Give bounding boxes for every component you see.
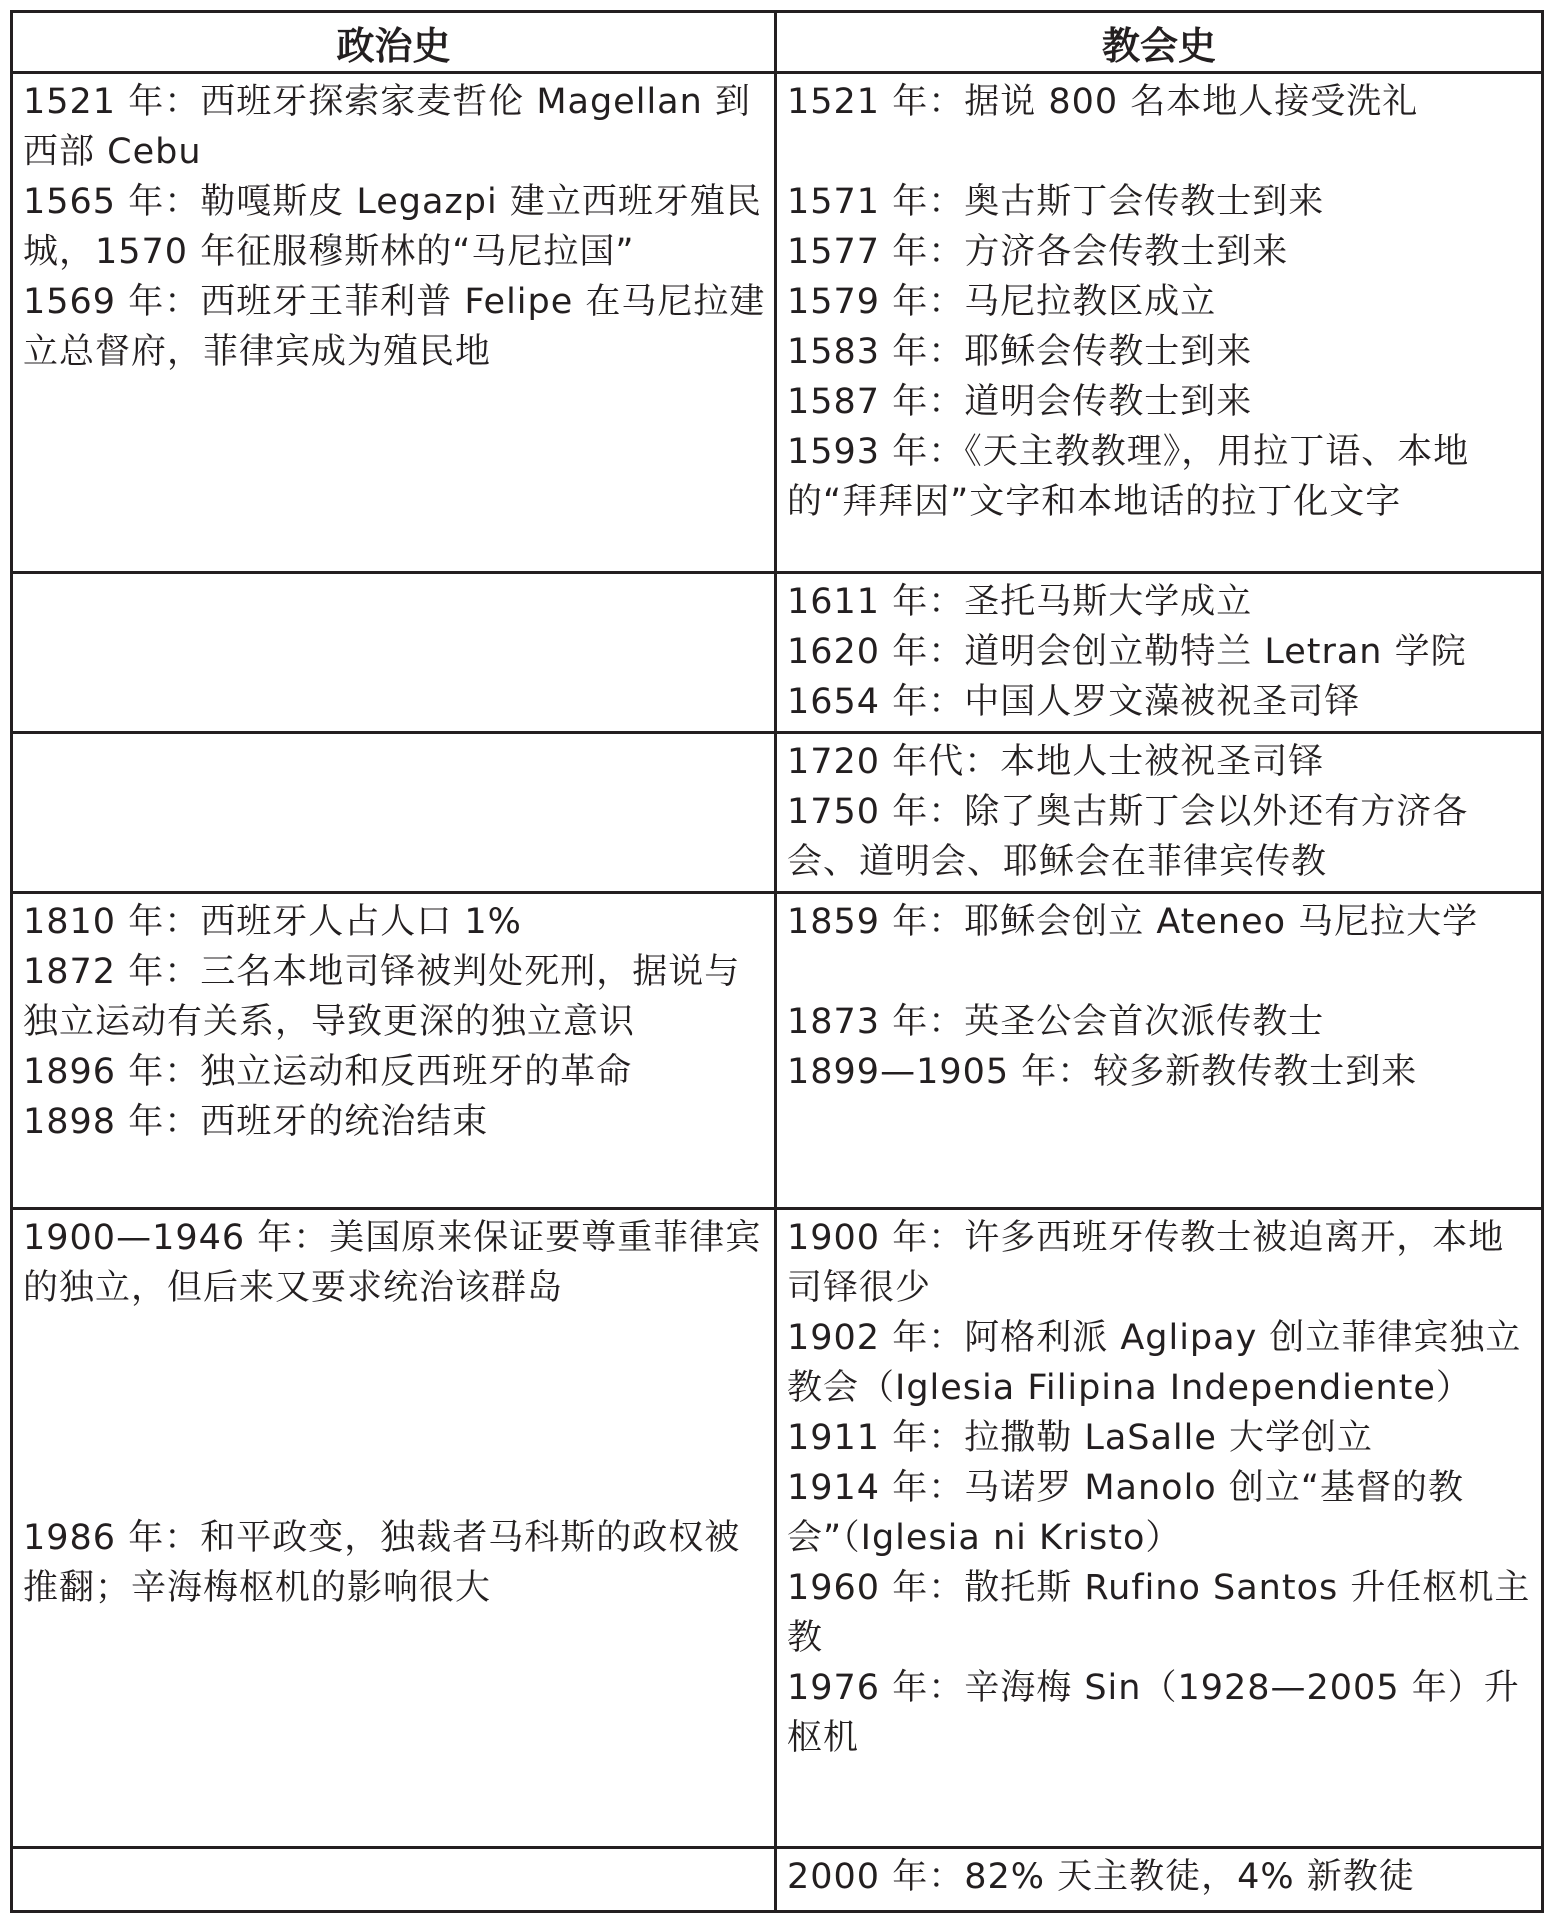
church-cell bbox=[776, 893, 1543, 1209]
history-timeline-table bbox=[10, 10, 1544, 1913]
church-entry: 1620 年：道明会创立勒特兰 Letran 学院 bbox=[787, 632, 1467, 672]
political-entry: 1986 年：和平政变，独裁者马科斯的政权被推翻；辛海梅枢机的影响很大 bbox=[23, 1518, 741, 1608]
church-cell bbox=[776, 1848, 1543, 1912]
table-row bbox=[12, 1848, 1543, 1912]
church-entry: 1859 年：耶稣会创立 Ateneo 马尼拉大学 bbox=[787, 902, 1479, 942]
political-history-header: 政治史 bbox=[12, 12, 776, 73]
church-history-header: 教会史 bbox=[776, 12, 1543, 73]
church-entry: 1583 年：耶稣会传教士到来 bbox=[787, 332, 1253, 372]
church-entry: 1521 年：据说 800 名本地人接受洗礼 bbox=[787, 82, 1419, 122]
church-cell bbox=[776, 1209, 1543, 1848]
church-entry: 1579 年：马尼拉教区成立 bbox=[787, 282, 1217, 322]
church-entry: 1900 年：许多西班牙传教士被迫离开，本地司铎很少 bbox=[787, 1218, 1505, 1308]
church-entry: 1577 年：方济各会传教士到来 bbox=[787, 232, 1289, 272]
church-entry: 1571 年：奥古斯丁会传教士到来 bbox=[787, 182, 1325, 222]
church-entry: 1587 年：道明会传教士到来 bbox=[787, 382, 1253, 422]
political-cell bbox=[12, 893, 776, 1209]
church-entry: 1611 年：圣托马斯大学成立 bbox=[787, 582, 1253, 622]
political-entry: 1898 年：西班牙的统治结束 bbox=[23, 1102, 489, 1142]
political-entry: 1872 年：三名本地司铎被判处死刑，据说与独立运动有关系，导致更深的独立意识 bbox=[23, 952, 741, 1042]
political-entry: 1900—1946 年：美国原来保证要尊重菲律宾的独立，但后来又要求统治该群岛 bbox=[23, 1218, 762, 1308]
church-entry: 1911 年：拉撒勒 LaSalle 大学创立 bbox=[787, 1418, 1374, 1458]
church-cell bbox=[776, 573, 1543, 733]
political-entry: 1896 年：独立运动和反西班牙的革命 bbox=[23, 1052, 633, 1092]
timeline-document bbox=[10, 10, 1541, 1913]
political-entry: 1569 年：西班牙王菲利普 Felipe 在马尼拉建立总督府，菲律宾成为殖民地 bbox=[23, 282, 766, 372]
church-entry: 1720 年代：本地人士被祝圣司铎 bbox=[787, 742, 1325, 782]
table-row bbox=[12, 1209, 1543, 1848]
table-row bbox=[12, 733, 1543, 893]
church-entry: 1873 年：英圣公会首次派传教士 bbox=[787, 1002, 1325, 1042]
church-entry: 1593 年：《天主教教理》，用拉丁语、本地的“拜拜因”文字和本地话的拉丁化文字 bbox=[787, 432, 1470, 522]
political-cell-empty bbox=[12, 1848, 776, 1912]
political-cell-empty bbox=[12, 733, 776, 893]
political-cell bbox=[12, 1209, 776, 1848]
political-entry: 1565 年：勒嘎斯皮 Legazpi 建立西班牙殖民城，1570 年征服穆斯林的“马尼拉国” bbox=[23, 182, 762, 272]
political-cell bbox=[12, 73, 776, 573]
table-row bbox=[12, 73, 1543, 573]
church-entry: 1976 年：辛海梅 Sin（1928—2005 年）升枢机 bbox=[787, 1668, 1520, 1758]
church-entry: 1750 年：除了奥古斯丁会以外还有方济各会、道明会、耶稣会在菲律宾传教 bbox=[787, 792, 1469, 882]
church-entry: 2000 年：82% 天主教徒，4% 新教徒 bbox=[787, 1857, 1415, 1897]
church-cell bbox=[776, 733, 1543, 893]
church-entry: 1654 年：中国人罗文藻被祝圣司铎 bbox=[787, 682, 1361, 722]
table-row bbox=[12, 893, 1543, 1209]
church-entry: 1914 年：马诺罗 Manolo 创立“基督的教会”（Iglesia ni Kristo） bbox=[787, 1468, 1464, 1558]
church-entry: 1960 年：散托斯 Rufino Santos 升任枢机主教 bbox=[787, 1568, 1531, 1658]
table-header-row bbox=[12, 12, 1543, 73]
political-cell-empty bbox=[12, 573, 776, 733]
table-row bbox=[12, 573, 1543, 733]
political-entry: 1521 年：西班牙探索家麦哲伦 Magellan 到西部 Cebu bbox=[23, 82, 751, 172]
church-entry: 1899—1905 年：较多新教传教士到来 bbox=[787, 1052, 1418, 1092]
church-cell bbox=[776, 73, 1543, 573]
political-entry: 1810 年：西班牙人占人口 1% bbox=[23, 902, 522, 942]
church-entry: 1902 年：阿格利派 Aglipay 创立菲律宾独立教会（Iglesia Filipina Independiente） bbox=[787, 1318, 1522, 1408]
